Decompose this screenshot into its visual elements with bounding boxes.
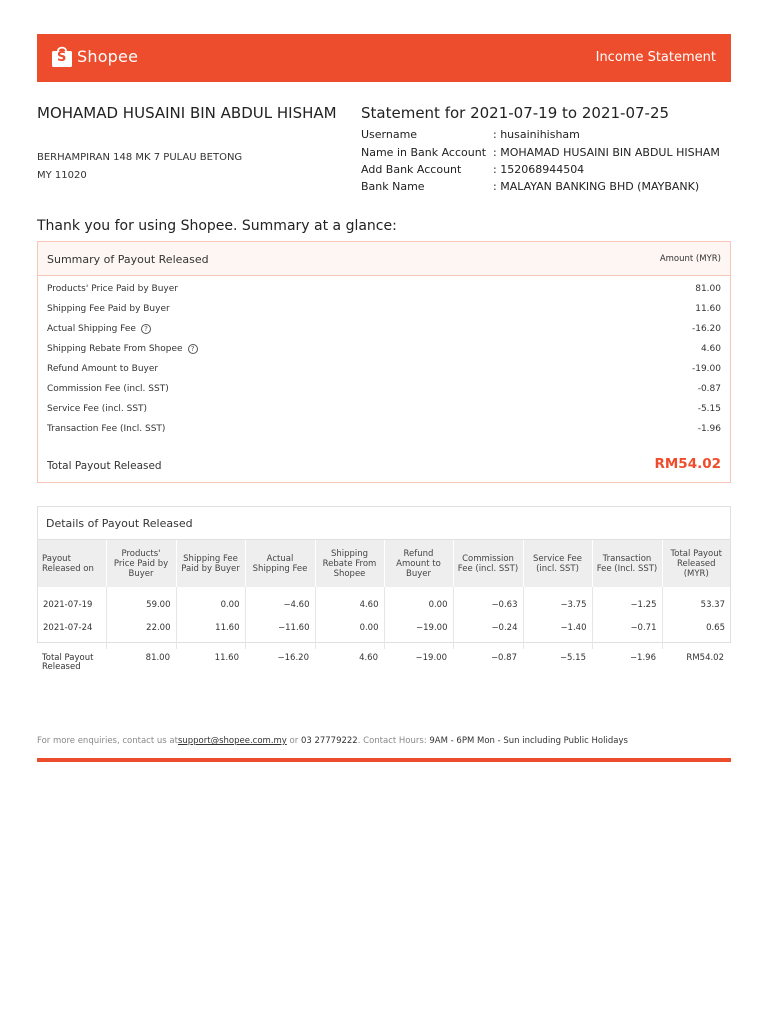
info-bank-account-name — [361, 146, 720, 159]
footer-contact — [37, 736, 628, 746]
info-label: Bank Name — [361, 180, 425, 193]
summary-header — [38, 242, 730, 276]
summary-title: Summary of Payout Released — [47, 253, 209, 266]
summary-row — [47, 424, 721, 438]
total-payout-label: Total Payout Released — [47, 460, 162, 472]
total-row — [37, 654, 729, 672]
contact-hours: 9AM - 6PM Mon - Sun including Public Holidays — [429, 736, 628, 746]
summary-row — [47, 304, 721, 318]
summary-row-value: -1.96 — [697, 424, 721, 434]
table-cell: 0.65 — [706, 623, 725, 633]
summary-row-value: 4.60 — [700, 344, 721, 354]
details-panel — [37, 506, 731, 643]
info-bank-account-number — [361, 163, 584, 176]
details-total-row — [37, 654, 729, 672]
total-cell: −19.00 — [415, 653, 447, 663]
summary-row-label: Shipping Rebate From Shopee — [47, 344, 183, 354]
summary-row — [47, 384, 721, 398]
table-cell: 59.00 — [106, 587, 176, 617]
total-cell: Total Payout Released — [42, 653, 94, 672]
summary-row-label: Commission Fee (incl. SST) — [47, 384, 169, 394]
info-label: Add Bank Account — [361, 163, 462, 176]
summary-row-value: 81.00 — [695, 284, 721, 294]
details-header — [38, 507, 730, 540]
logo-letter: S — [57, 50, 67, 65]
footer-prefix: For more enquiries, contact us at — [37, 736, 178, 746]
table-cell: −1.40 — [523, 617, 592, 649]
table-cell: 11.60 — [176, 617, 245, 649]
column-header: Products' Price Paid by Buyer — [106, 540, 176, 587]
table-cell: 0.00 — [315, 617, 384, 649]
table-cell: 2021-07-19 — [38, 587, 106, 617]
address-line-2: MY 11020 — [37, 170, 87, 181]
details-table — [38, 540, 730, 649]
help-icon[interactable]: ? — [141, 324, 151, 334]
support-email-link[interactable]: support@shopee.com.my — [177, 736, 287, 746]
column-header: Actual Shipping Fee — [245, 540, 315, 587]
footer-or: or — [286, 736, 301, 746]
total-payout-value: RM54.02 — [654, 456, 721, 472]
table-cell: −11.60 — [245, 617, 315, 649]
info-value: : MALAYAN BANKING BHD (MAYBANK) — [493, 180, 700, 193]
summary-row — [47, 344, 721, 358]
summary-row-label: Transaction Fee (Incl. SST) — [47, 424, 166, 434]
summary-row — [47, 284, 721, 298]
summary-row-label: Refund Amount to Buyer — [47, 364, 159, 374]
table-row — [38, 587, 730, 617]
total-cell: −0.87 — [490, 653, 517, 663]
total-cell: 4.60 — [359, 653, 378, 663]
details-header-row — [38, 540, 730, 587]
seller-name: MOHAMAD HUSAINI BIN ABDUL HISHAM — [37, 104, 337, 122]
column-header: Shipping Rebate From Shopee — [315, 540, 384, 587]
summary-row-label: Actual Shipping Fee — [47, 324, 136, 334]
table-cell: 53.37 — [700, 600, 725, 610]
footer-divider — [37, 758, 731, 762]
support-phone: 03 27779222 — [300, 736, 358, 746]
table-cell: 2021-07-24 — [38, 617, 106, 649]
total-cell: RM54.02 — [686, 653, 724, 663]
info-label: Name in Bank Account — [361, 146, 487, 159]
summary-row-value: 11.60 — [695, 304, 721, 314]
summary-panel — [37, 241, 731, 483]
summary-row — [47, 364, 721, 378]
column-header: Transaction Fee (Incl. SST) — [592, 540, 662, 587]
column-header: Commission Fee (incl. SST) — [453, 540, 523, 587]
info-bank-name — [361, 180, 699, 193]
shopee-logo — [51, 44, 138, 68]
info-value: : 152068944504 — [493, 163, 585, 176]
total-cell: 81.00 — [145, 653, 170, 663]
info-value: : husainihisham — [493, 128, 580, 141]
table-cell: −0.71 — [592, 617, 662, 649]
total-cell: −5.15 — [559, 653, 586, 663]
table-row — [38, 617, 730, 649]
total-cell: 11.60 — [214, 653, 239, 663]
table-cell: −0.24 — [453, 617, 523, 649]
summary-row-label: Shipping Fee Paid by Buyer — [47, 304, 170, 314]
footer-hours-label: . Contact Hours: — [357, 736, 430, 746]
table-cell: −3.75 — [523, 587, 592, 617]
summary-total — [47, 456, 721, 474]
address-line-1: BERHAMPIRAN 148 MK 7 PULAU BETONG — [37, 152, 243, 163]
details-title: Details of Payout Released — [46, 517, 193, 530]
total-cell: −16.20 — [277, 653, 309, 663]
summary-row-value: -16.20 — [691, 324, 721, 334]
total-cell: −1.96 — [629, 653, 656, 663]
column-header: Payout Released on — [38, 540, 106, 587]
table-cell: −1.25 — [592, 587, 662, 617]
summary-row — [47, 324, 721, 338]
table-cell: 22.00 — [106, 617, 176, 649]
help-icon[interactable]: ? — [188, 344, 198, 354]
page-title: Income Statement — [595, 50, 716, 65]
summary-row-label: Service Fee (incl. SST) — [47, 404, 148, 414]
summary-row-value: -19.00 — [691, 364, 721, 374]
column-header: Shipping Fee Paid by Buyer — [176, 540, 245, 587]
logo-text: Shopee — [77, 46, 139, 66]
column-header: Total Payout Released (MYR) — [662, 540, 730, 587]
summary-row — [47, 404, 721, 418]
summary-row-value: -5.15 — [697, 404, 721, 414]
table-cell: −0.63 — [453, 587, 523, 617]
info-username — [361, 128, 580, 141]
summary-row-label: Products' Price Paid by Buyer — [47, 284, 178, 294]
table-cell: −4.60 — [245, 587, 315, 617]
table-cell: 0.00 — [176, 587, 245, 617]
table-cell: 4.60 — [315, 587, 384, 617]
info-value: : MOHAMAD HUSAINI BIN ABDUL HISHAM — [493, 146, 720, 159]
summary-intro: Thank you for using Shopee. Summary at a glance: — [37, 218, 397, 234]
header-banner — [37, 34, 731, 82]
amount-header: Amount (MYR) — [659, 254, 721, 264]
column-header: Service Fee (incl. SST) — [523, 540, 592, 587]
column-header: Refund Amount to Buyer — [384, 540, 453, 587]
info-label: Username — [361, 128, 418, 141]
table-cell: −19.00 — [384, 617, 453, 649]
statement-period-title: Statement for 2021-07-19 to 2021-07-25 — [361, 104, 670, 122]
summary-row-value: -0.87 — [697, 384, 721, 394]
table-cell: 0.00 — [384, 587, 453, 617]
